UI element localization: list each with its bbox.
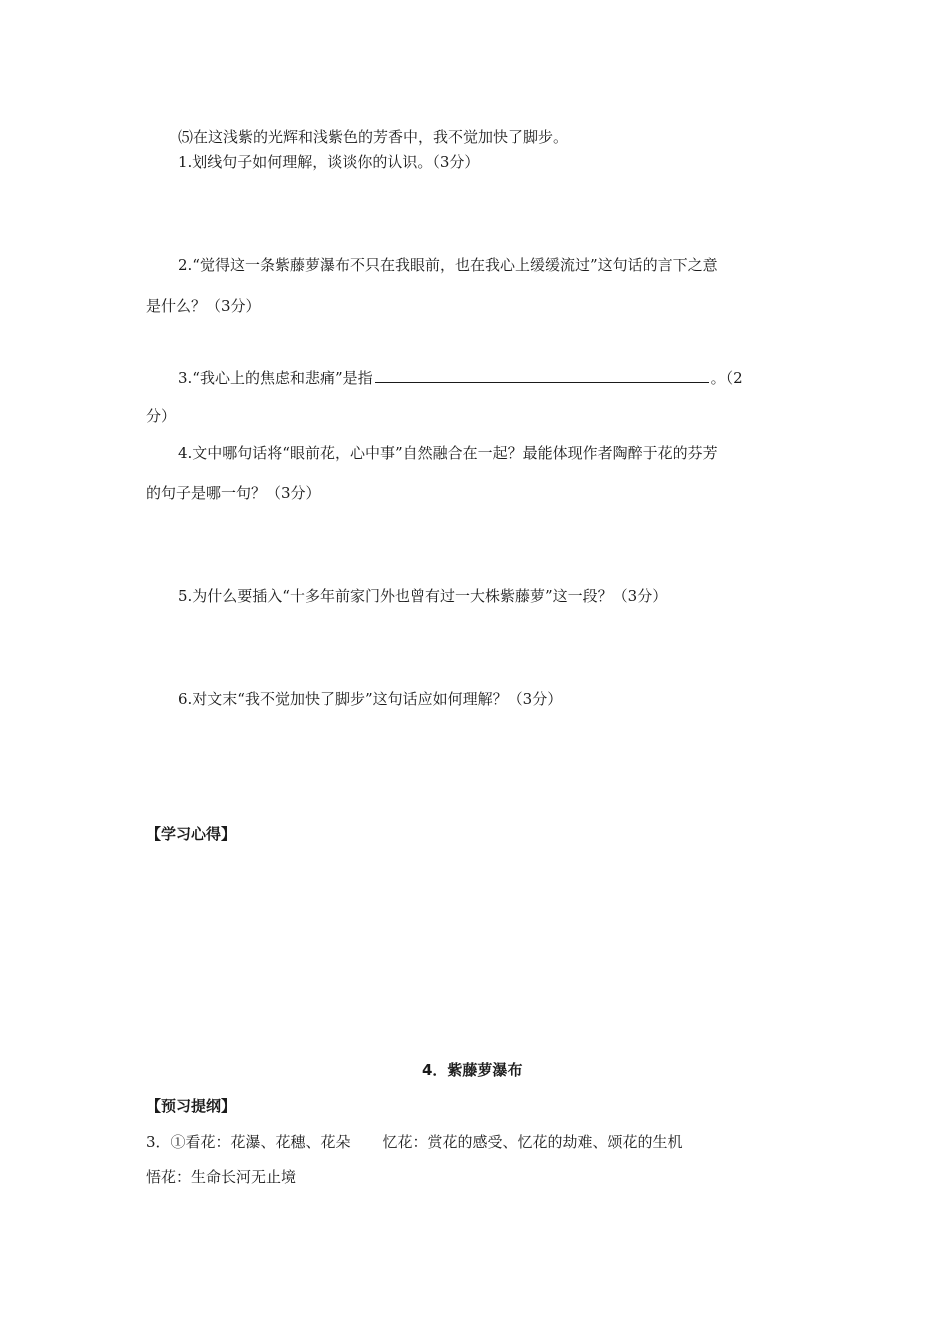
question-4-line-2: 的句子是哪一句？（3分） xyxy=(146,484,321,502)
outline-item-3 xyxy=(146,1132,683,1152)
outline-item-3-part-1: 3．①看花：花瀑、花穗、花朵 xyxy=(146,1133,351,1151)
question-4-line-1: 4.文中哪句话将“眼前花，心中事”自然融合在一起？最能体现作者陶醉于花的芬芳 xyxy=(178,444,718,462)
question-6: 6.对文末“我不觉加快了脚步”这句话应如何理解？（3分） xyxy=(178,690,563,708)
question-3-prefix: 3.“我心上的焦虑和悲痛”是指 xyxy=(178,369,373,387)
question-1: 1.划线句子如何理解，谈谈你的认识。（3分） xyxy=(178,153,480,171)
question-5: 5.为什么要插入“十多年前家门外也曾有过一大株紫藤萝”这一段？（3分） xyxy=(178,587,668,605)
answer-section-title: 4．紫藤萝瀑布 xyxy=(422,1061,523,1079)
outline-item-3-line-2: 悟花：生命长河无止境 xyxy=(146,1168,297,1186)
outline-heading: 【预习提纲】 xyxy=(146,1097,237,1115)
question-3 xyxy=(178,366,743,388)
question-3-line-2: 分） xyxy=(146,407,177,425)
question-3-suffix: 。（2 xyxy=(710,369,743,387)
question-2-line-2: 是什么？（3分） xyxy=(146,297,261,315)
question-2-line-1: 2.“觉得这一条紫藤萝瀑布不只在我眼前，也在我心上缓缓流过”这句话的言下之意 xyxy=(178,256,718,274)
outline-item-3-part-2: 忆花：赏花的感受、忆花的劫难、颂花的生机 xyxy=(382,1133,683,1151)
answer-blank[interactable] xyxy=(375,366,709,383)
passage-last-paragraph: ⑸在这浅紫的光辉和浅紫色的芳香中，我不觉加快了脚步。 xyxy=(178,128,569,146)
study-notes-heading: 【学习心得】 xyxy=(146,825,237,843)
